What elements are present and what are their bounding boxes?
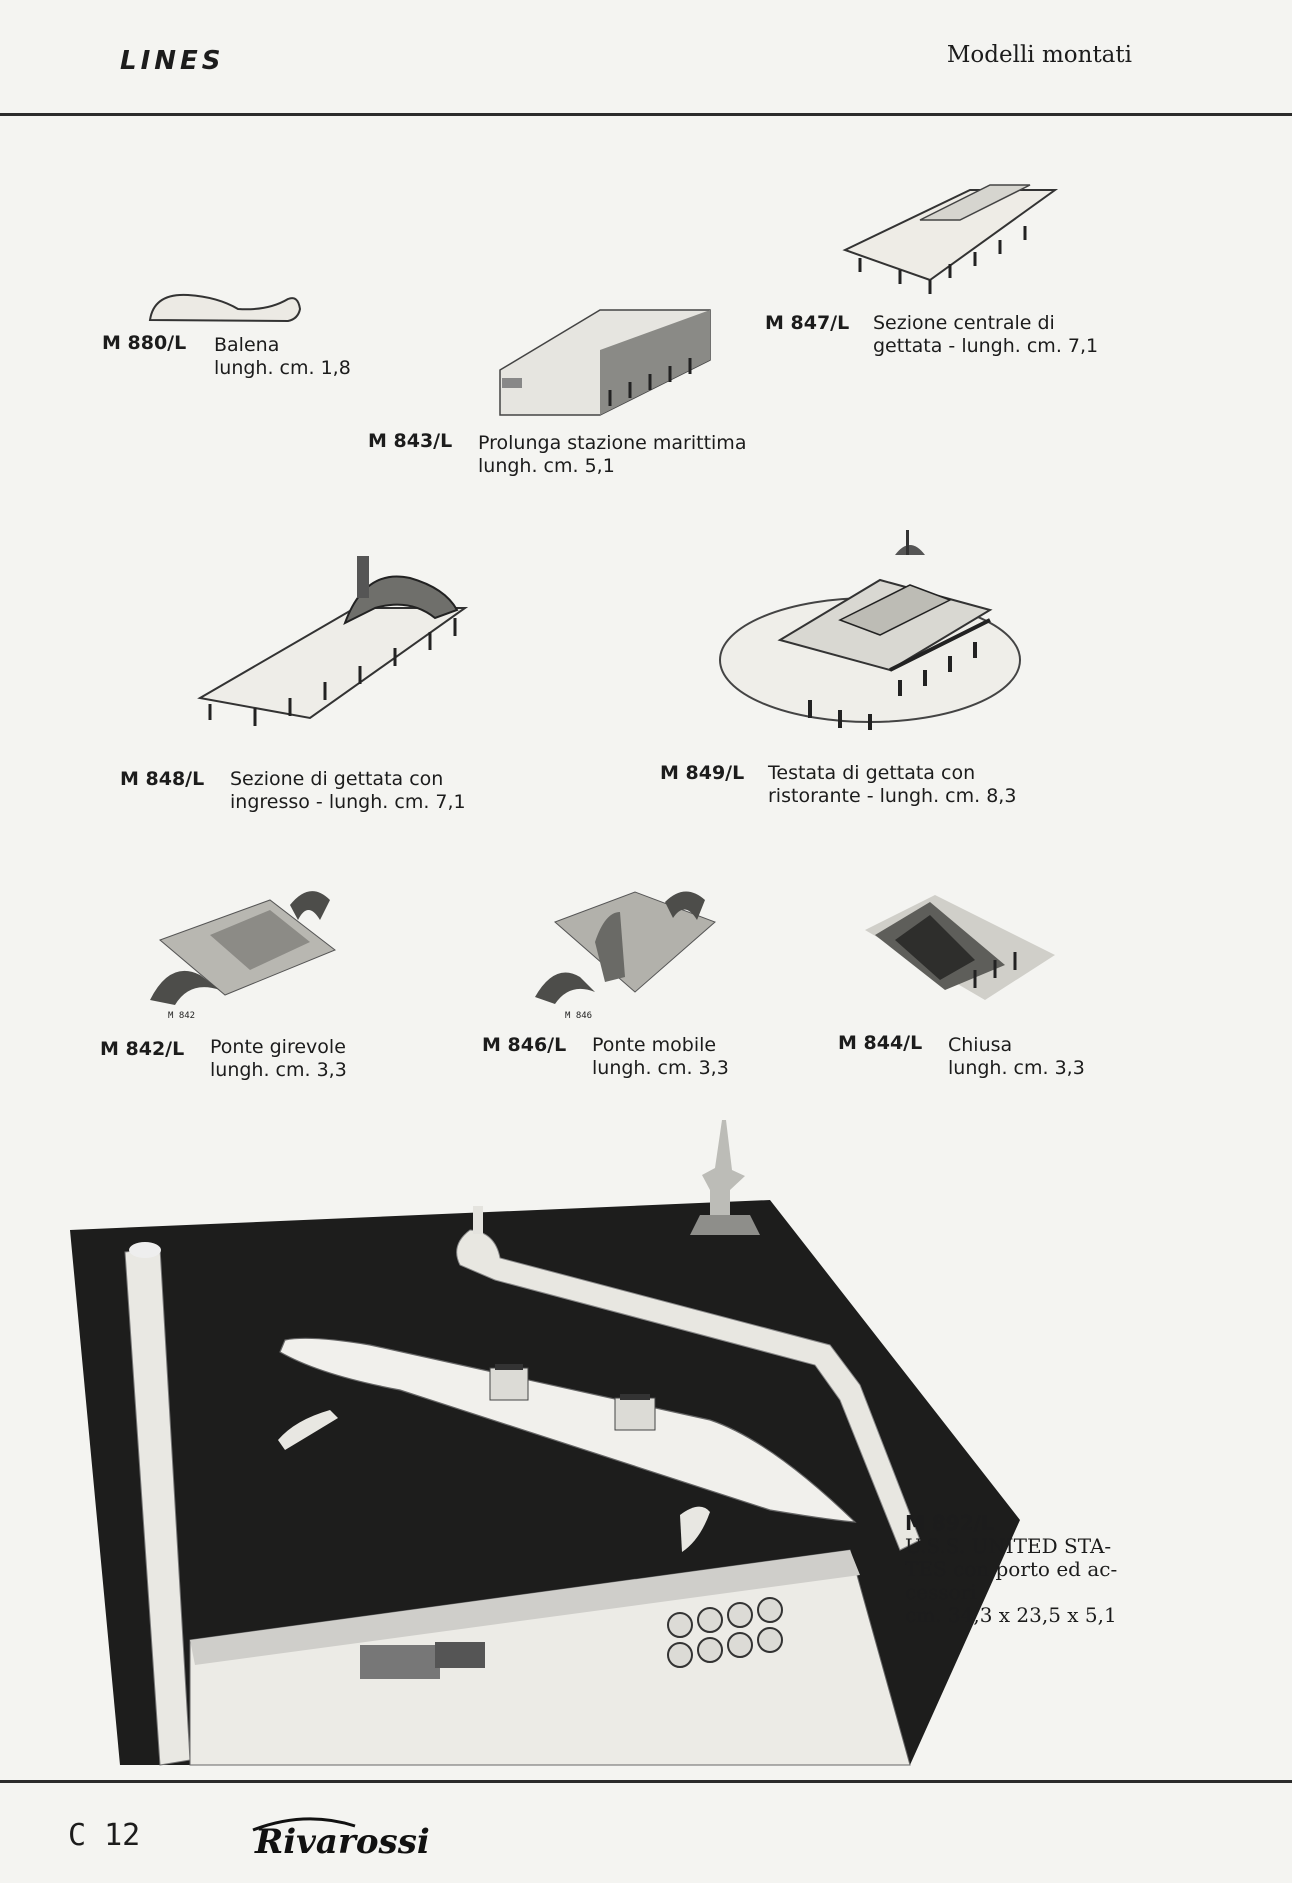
item-code: M 849/L (660, 762, 745, 784)
item-code: M 843/L (368, 430, 453, 452)
item-name: Chiusa (948, 1034, 1013, 1056)
jetty-entrance-model-image (195, 548, 475, 738)
ship-desc-line: cessori (905, 1580, 977, 1604)
page-code: C 12 (68, 1818, 141, 1853)
ship-desc-line: TES con porto ed ac- (905, 1557, 1118, 1581)
item-name: Sezione centrale di (873, 312, 1055, 334)
mobile-bridge-model-image (525, 882, 725, 1022)
section-title: LINES (120, 46, 225, 76)
item-size: gettata - lungh. cm. 7,1 (873, 335, 1099, 357)
item-size: ristorante - lungh. cm. 8,3 (768, 785, 1017, 807)
model-photo-label: M 846 (565, 1011, 593, 1021)
jetty-restaurant-model-image (710, 530, 1030, 740)
ship-code: M 892/L (905, 1511, 994, 1535)
jetty-central-model-image (840, 160, 1060, 300)
item-code: M 842/L (100, 1038, 185, 1060)
item-code: M 848/L (120, 768, 205, 790)
item-name: Ponte mobile (592, 1034, 717, 1056)
item-code: M 880/L (102, 332, 187, 354)
item-size: lungh. cm. 5,1 (478, 455, 615, 477)
item-size: lungh. cm. 3,3 (210, 1059, 347, 1081)
item-name: Ponte girevole (210, 1036, 346, 1058)
item-size: lungh. cm. 3,3 (948, 1057, 1085, 1079)
item-name: Sezione di gettata con (230, 768, 444, 790)
ship-desc-line: U.S.S. UNITED STA- (905, 1534, 1112, 1558)
header-rule (0, 113, 1292, 116)
item-code: M 847/L (765, 312, 850, 334)
swing-bridge-model-image (140, 880, 350, 1020)
brand-logo (245, 1808, 485, 1868)
item-name: Balena (214, 334, 280, 356)
lock-model-image (855, 890, 1065, 1010)
section-subtitle: Modelli montati (946, 42, 1132, 68)
item-size: lungh. cm. 1,8 (214, 357, 351, 379)
item-name: Prolunga stazione marittima (478, 432, 747, 454)
whale-model-image (148, 285, 308, 325)
item-name: Testata di gettata con (768, 762, 976, 784)
item-size: lungh. cm. 3,3 (592, 1057, 729, 1079)
station-extension-model-image (490, 290, 720, 420)
ship-size: cm. 34,3 x 23,5 x 5,1 (905, 1603, 1117, 1627)
item-code: M 846/L (482, 1034, 567, 1056)
model-photo-label: M 842 (168, 1011, 196, 1021)
harbour-diorama-image (70, 1120, 1020, 1765)
ship-caption (905, 1512, 1117, 1627)
item-code: M 844/L (838, 1032, 923, 1054)
item-size: ingresso - lungh. cm. 7,1 (230, 791, 466, 813)
svg-text:Rivarossi: Rivarossi (255, 1822, 430, 1862)
footer-rule (0, 1780, 1292, 1783)
